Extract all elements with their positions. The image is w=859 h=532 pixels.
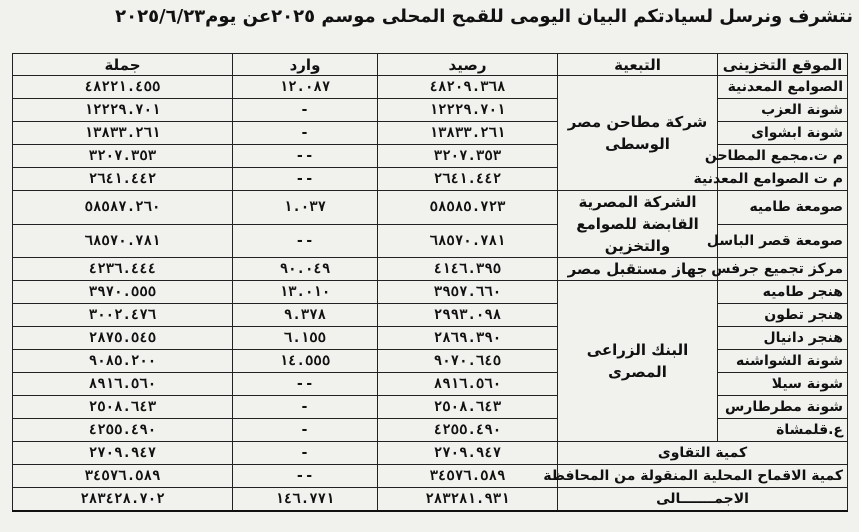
balance-cell: ٩٠٧٠.٦٤٥	[378, 350, 558, 373]
balance-cell: ٢٦٤١.٤٤٢	[378, 168, 558, 191]
table-row	[13, 396, 848, 419]
incoming-cell: ٩.٣٧٨	[233, 304, 378, 327]
seeds-row	[13, 442, 848, 465]
location-cell: شونة مطرطارس	[718, 396, 848, 419]
header-total: جملة	[13, 54, 233, 76]
total-cell: ٥٨٥٨٧.٢٦٠	[13, 191, 233, 225]
table-row	[13, 281, 848, 304]
incoming-cell: --	[233, 168, 378, 191]
balance-cell: ٤٨٢٠٩.٣٦٨	[378, 76, 558, 99]
balance-cell: ٢٩٩٣.٠٩٨	[378, 304, 558, 327]
balance-cell: ١٢٢٢٩.٧٠١	[378, 99, 558, 122]
balance-cell: ٢٨٦٩.٣٩٠	[378, 327, 558, 350]
incoming-cell: --	[233, 224, 378, 258]
wheat-report-table	[12, 53, 848, 512]
total-cell: ٢٧٠٩.٩٤٧	[13, 442, 233, 465]
total-cell: ٣٢٠٧.٣٥٣	[13, 145, 233, 168]
location-cell: هنجر تطون	[718, 304, 848, 327]
incoming-cell: ١٤٦.٧٧١	[233, 488, 378, 512]
total-cell: ٤٢٣٦.٤٤٤	[13, 258, 233, 281]
incoming-cell: ٩٠.٠٤٩	[233, 258, 378, 281]
affiliation-cell: البنك الزراعى المصرى	[558, 281, 718, 442]
header-incoming: وارد	[233, 54, 378, 76]
balance-cell: ٦٨٥٧٠.٧٨١	[378, 224, 558, 258]
balance-cell: ٥٨٥٨٥.٧٢٣	[378, 191, 558, 225]
location-cell: صومعة قصر الباسل	[718, 224, 848, 258]
table-row	[13, 191, 848, 225]
incoming-cell: ١٣.٠١٠	[233, 281, 378, 304]
incoming-cell: -	[233, 122, 378, 145]
grand-total-label: الاجمـــــــالى	[558, 488, 848, 512]
table-row	[13, 168, 848, 191]
balance-cell: ٢٨٣٢٨١.٩٣١	[378, 488, 558, 512]
location-cell: ع.قلمشاة	[718, 419, 848, 442]
transferred-row	[13, 465, 848, 488]
table-row	[13, 76, 848, 99]
table-row	[13, 350, 848, 373]
table-row	[13, 419, 848, 442]
balance-cell: ٣٤٥٧٦.٥٨٩	[378, 465, 558, 488]
total-cell: ٣٩٧٠.٥٥٥	[13, 281, 233, 304]
table-row	[13, 224, 848, 258]
balance-cell: ١٣٨٣٣.٢٦١	[378, 122, 558, 145]
incoming-cell: --	[233, 373, 378, 396]
total-cell: ٨٩١٦.٥٦٠	[13, 373, 233, 396]
incoming-cell: -	[233, 442, 378, 465]
page-title: نتشرف ونرسل لسيادتكم البيان اليومى للقمح المحلى موسم ٢٠٢٥عن يوم٢٠٢٥/٦/٢٣	[115, 6, 853, 27]
total-cell: ١٢٢٢٩.٧٠١	[13, 99, 233, 122]
header-row	[13, 54, 848, 76]
total-cell: ٤٢٥٥.٤٩٠	[13, 419, 233, 442]
table-row	[13, 145, 848, 168]
balance-cell: ٤١٤٦.٣٩٥	[378, 258, 558, 281]
total-cell: ٩٠٨٥.٢٠٠	[13, 350, 233, 373]
balance-cell: ٢٧٠٩.٩٤٧	[378, 442, 558, 465]
affiliation-cell: جهاز مستقبل مصر	[558, 258, 718, 281]
total-cell: ٢٨٣٤٢٨.٧٠٢	[13, 488, 233, 512]
balance-cell: ٣٩٥٧.٦٦٠	[378, 281, 558, 304]
balance-cell: ٤٢٥٥.٤٩٠	[378, 419, 558, 442]
incoming-cell: ١٤.٥٥٥	[233, 350, 378, 373]
total-cell: ٣٤٥٧٦.٥٨٩	[13, 465, 233, 488]
grand-total-row	[13, 488, 848, 512]
affiliation-cell: شركة مطاحن مصر الوسطى	[558, 76, 718, 191]
location-cell: شونة ابشواى	[718, 122, 848, 145]
incoming-cell: -	[233, 396, 378, 419]
balance-cell: ٢٥٠٨.٦٤٣	[378, 396, 558, 419]
affiliation-cell: الشركة المصرية القابضة للصوامع والتخزين	[558, 191, 718, 258]
incoming-cell: -	[233, 419, 378, 442]
table-row	[13, 122, 848, 145]
total-cell: ١٣٨٣٣.٢٦١	[13, 122, 233, 145]
balance-cell: ٨٩١٦.٥٦٠	[378, 373, 558, 396]
seeds-label: كمية التقاوى	[558, 442, 848, 465]
incoming-cell: ١.٠٣٧	[233, 191, 378, 225]
location-cell: شونة الشواشنه	[718, 350, 848, 373]
table-row	[13, 327, 848, 350]
total-cell: ٢٨٧٥.٥٤٥	[13, 327, 233, 350]
location-cell: هنجر طاميه	[718, 281, 848, 304]
total-cell: ٣٠٠٢.٤٧٦	[13, 304, 233, 327]
incoming-cell: -	[233, 99, 378, 122]
location-cell: م ت الصوامع المعدنية	[718, 168, 848, 191]
table-row	[13, 99, 848, 122]
location-cell: صومعة طاميه	[718, 191, 848, 225]
total-cell: ٤٨٢٢١.٤٥٥	[13, 76, 233, 99]
location-cell: مركز تجميع جرفس	[718, 258, 848, 281]
header-balance: رصيد	[378, 54, 558, 76]
table-row	[13, 258, 848, 281]
location-cell: شونة العزب	[718, 99, 848, 122]
total-cell: ٢٦٤١.٤٤٢	[13, 168, 233, 191]
table-row	[13, 304, 848, 327]
location-cell: شونة سيلا	[718, 373, 848, 396]
incoming-cell: --	[233, 145, 378, 168]
transferred-label: كمية الاقماح المحلية المنقولة من المحافظة	[558, 465, 848, 488]
header-affiliation: التبعية	[558, 54, 718, 76]
header-location: الموقع التخزينى	[718, 54, 848, 76]
total-cell: ٢٥٠٨.٦٤٣	[13, 396, 233, 419]
balance-cell: ٣٢٠٧.٣٥٣	[378, 145, 558, 168]
table-row	[13, 373, 848, 396]
location-cell: هنجر دانيال	[718, 327, 848, 350]
location-cell: م ت.مجمع المطاحن	[718, 145, 848, 168]
location-cell: الصوامع المعدنية	[718, 76, 848, 99]
incoming-cell: --	[233, 465, 378, 488]
incoming-cell: ٦.١٥٥	[233, 327, 378, 350]
incoming-cell: ١٢.٠٨٧	[233, 76, 378, 99]
total-cell: ٦٨٥٧٠.٧٨١	[13, 224, 233, 258]
